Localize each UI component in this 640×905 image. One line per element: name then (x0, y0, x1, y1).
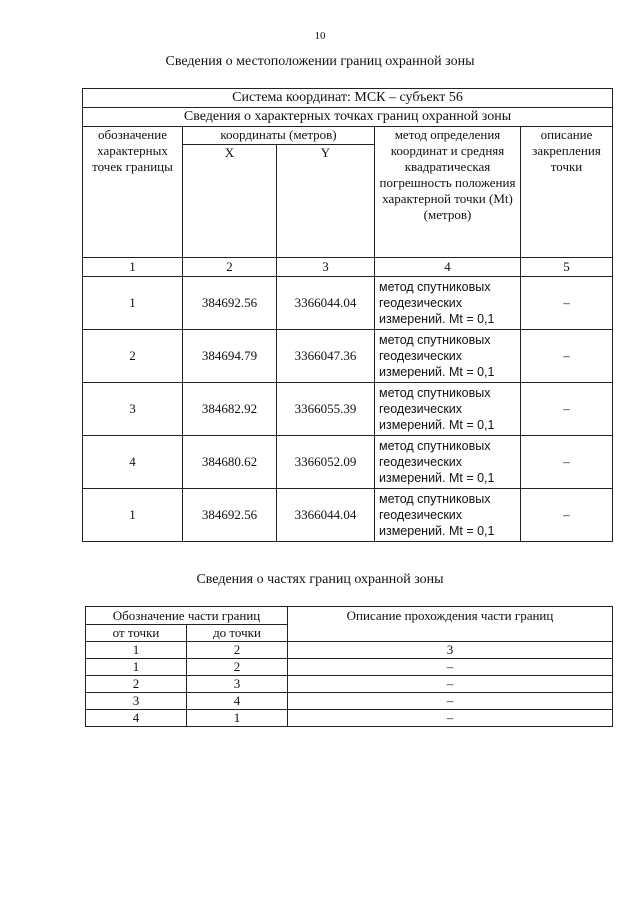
point-number: 3 (83, 383, 183, 436)
col-number: 1 (86, 642, 187, 659)
boundary-parts-table (85, 606, 613, 727)
point-number: 4 (83, 436, 183, 489)
table-row (86, 676, 613, 693)
method: метод спутниковых геодезических измерений. Mt = 0,1 (375, 436, 521, 489)
header-from: от точки (86, 625, 187, 642)
table-subtitle: Сведения о характерных точках границ охранной зоны (83, 108, 613, 127)
section-title: Сведения о частях границ охранной зоны (196, 572, 444, 587)
from-point: 4 (86, 710, 187, 727)
table-row (86, 693, 613, 710)
header-method: метод определения координат и средняя квадратическая погрешность положения характерной точки (Мt) (метров) (375, 127, 521, 258)
coord-y: 3366044.04 (277, 489, 375, 542)
header-part-description: Описание прохождения части границ (288, 607, 613, 642)
header-x: X (183, 145, 277, 258)
coord-y: 3366055.39 (277, 383, 375, 436)
to-point: 3 (187, 676, 288, 693)
point-number: 1 (83, 277, 183, 330)
col-number: 3 (277, 258, 375, 277)
page-number: 10 (314, 30, 326, 42)
to-point: 1 (187, 710, 288, 727)
to-point: 2 (187, 659, 288, 676)
point-description: – (521, 489, 613, 542)
header-coords: координаты (метров) (183, 127, 375, 145)
header-to: до точки (187, 625, 288, 642)
point-number: 1 (83, 489, 183, 542)
coord-y: 3366052.09 (277, 436, 375, 489)
col-number: 3 (288, 642, 613, 659)
coord-x: 384682.92 (183, 383, 277, 436)
to-point: 4 (187, 693, 288, 710)
coord-x: 384692.56 (183, 277, 277, 330)
table-row (83, 330, 613, 383)
header-part: Обозначение части границ (86, 607, 288, 625)
col-number: 2 (187, 642, 288, 659)
method: метод спутниковых геодезических измерений. Mt = 0,1 (375, 330, 521, 383)
part-description: – (288, 710, 613, 727)
header-designation: обозначение характерных точек границы (83, 127, 183, 258)
method: метод спутниковых геодезических измерений. Mt = 0,1 (375, 489, 521, 542)
col-number: 5 (521, 258, 613, 277)
part-description: – (288, 676, 613, 693)
table-row (83, 489, 613, 542)
coordinate-system: Система координат: МСК – субъект 56 (83, 89, 613, 108)
from-point: 2 (86, 676, 187, 693)
method: метод спутниковых геодезических измерений. Mt = 0,1 (375, 383, 521, 436)
coord-x: 384694.79 (183, 330, 277, 383)
col-number: 4 (375, 258, 521, 277)
table-row (83, 383, 613, 436)
point-description: – (521, 277, 613, 330)
point-description: – (521, 383, 613, 436)
boundary-points-table (82, 88, 613, 542)
header-description: описание закрепления точки (521, 127, 613, 258)
col-number: 1 (83, 258, 183, 277)
point-description: – (521, 436, 613, 489)
table-row (86, 659, 613, 676)
page-title: Сведения о местоположении границ охранной зоны (165, 54, 475, 69)
column-numbers-row (83, 258, 613, 277)
point-description: – (521, 330, 613, 383)
coord-x: 384692.56 (183, 489, 277, 542)
table-row (86, 710, 613, 727)
coord-y: 3366047.36 (277, 330, 375, 383)
coord-x: 384680.62 (183, 436, 277, 489)
coord-y: 3366044.04 (277, 277, 375, 330)
column-numbers-row (86, 642, 613, 659)
part-description: – (288, 659, 613, 676)
table-row (83, 436, 613, 489)
from-point: 1 (86, 659, 187, 676)
part-description: – (288, 693, 613, 710)
col-number: 2 (183, 258, 277, 277)
table-row (83, 277, 613, 330)
method: метод спутниковых геодезических измерений. Mt = 0,1 (375, 277, 521, 330)
point-number: 2 (83, 330, 183, 383)
header-y: Y (277, 145, 375, 258)
from-point: 3 (86, 693, 187, 710)
